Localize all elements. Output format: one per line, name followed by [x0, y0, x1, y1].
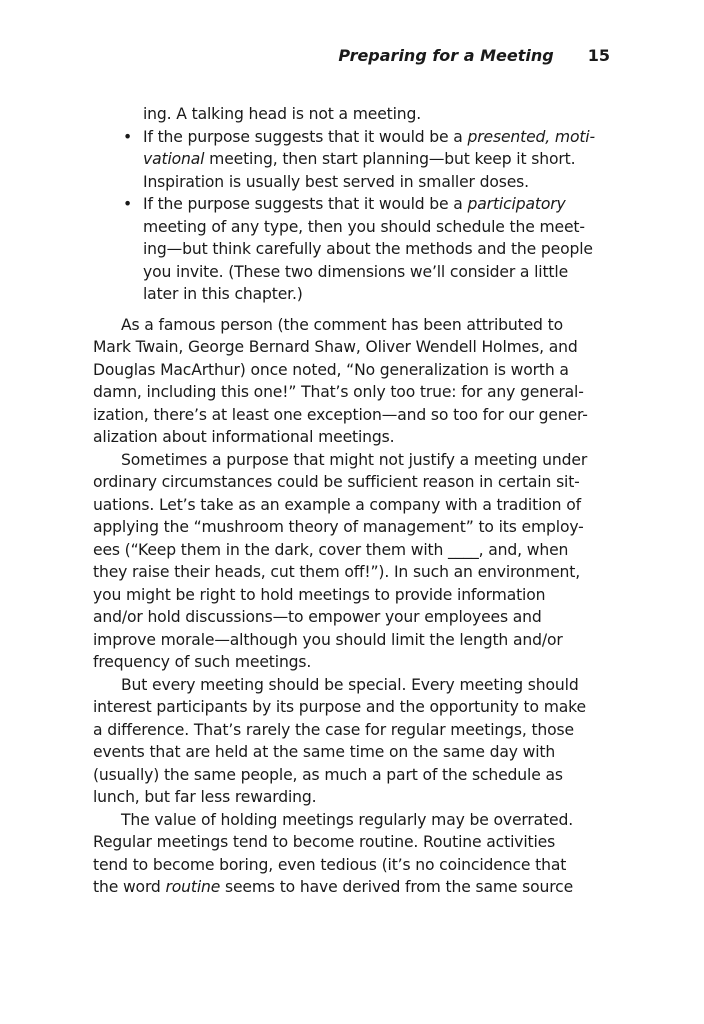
paragraph-line: a difference. That’s rarely the case for regular meetings, those	[93, 720, 574, 739]
paragraph-line: Mark Twain, George Bernard Shaw, Oliver Wendell Holmes, and	[93, 338, 578, 356]
paragraph-line: improve morale—although you should limit the length and/or	[93, 630, 563, 649]
paragraph-line: The value of holding meetings regularly may be overrated.	[121, 810, 574, 829]
paragraph-line: But every meeting should be special. Every meeting should	[121, 675, 579, 694]
paragraph-line: they raise their heads, cut them off!”). In such an environment,	[93, 563, 581, 581]
bullet-line: If the purpose suggests that it would be a presented, moti-	[143, 127, 595, 146]
paragraph-line: (usually) the same people, as much a part of the schedule as	[93, 765, 563, 784]
paragraph-line: the word routine seems to have derived from the same source	[93, 878, 574, 896]
paragraph-special	[93, 674, 613, 809]
paragraph-line: As a famous person (the comment has been attributed to	[121, 315, 563, 334]
paragraph-line: damn, including this one!” That’s only too true: for any general-	[93, 383, 584, 401]
bullet-line: meeting of any type, then you should schedule the meet-	[143, 217, 585, 236]
paragraph-line: uations. Let’s take as an example a company with a tradition of	[93, 495, 581, 514]
paragraph-line: ees (“Keep them in the dark, cover them with ____, and, when	[93, 540, 569, 559]
continued-bullet-line: ing. A talking head is not a meeting.	[143, 105, 422, 123]
bullet-icon: •	[123, 195, 133, 213]
paragraph-line: applying the “mushroom theory of management” to its employ-	[93, 518, 584, 536]
paragraph-line: Sometimes a purpose that might not justify a meeting under	[121, 450, 588, 469]
running-head	[338, 46, 610, 66]
paragraph-mushroom	[93, 449, 613, 674]
paragraph-line: alization about informational meetings.	[93, 428, 395, 446]
bullet-item-presented	[93, 126, 613, 194]
chapter-title: Preparing for a Meeting	[338, 46, 554, 65]
paragraph-line: frequency of such meetings.	[93, 653, 312, 671]
paragraph-line: ordinary circumstances could be sufficient reason in certain sit-	[93, 473, 580, 491]
bullet-line: If the purpose suggests that it would be a participatory	[143, 195, 566, 213]
paragraph-line: interest participants by its purpose and the opportunity to make	[93, 698, 586, 716]
bullet-list	[93, 126, 613, 306]
bullet-line: you invite. (These two dimensions we’ll consider a little	[143, 262, 569, 281]
bullet-line: Inspiration is usually best served in smaller doses.	[143, 172, 529, 191]
paragraph-line: you might be right to hold meetings to provide information	[93, 585, 546, 604]
paragraph-line: Douglas MacArthur) once noted, “No generalization is worth a	[93, 360, 569, 379]
body-text	[93, 103, 613, 899]
bullet-icon: •	[123, 127, 133, 146]
paragraph-line: Regular meetings tend to become routine. Routine activities	[93, 833, 556, 851]
bullet-item-participatory	[93, 193, 613, 306]
page-number: 15	[587, 46, 610, 65]
paragraph-line: ization, there’s at least one exception—and so too for our gener-	[93, 405, 588, 424]
paragraph-line: tend to become boring, even tedious (it’s no coincidence that	[93, 855, 567, 874]
bullet-line: ing—but think carefully about the methods and the people	[143, 240, 593, 258]
bullet-line: later in this chapter.)	[143, 285, 303, 303]
paragraph-line: events that are held at the same time on the same day with	[93, 743, 556, 761]
paragraph-generalization	[93, 314, 613, 449]
paragraph-routine	[93, 809, 613, 899]
paragraph-line: and/or hold discussions—to empower your employees and	[93, 608, 542, 626]
bullet-line: vational meeting, then start planning—but keep it short.	[143, 150, 576, 168]
paragraph-line: lunch, but far less rewarding.	[93, 788, 317, 806]
